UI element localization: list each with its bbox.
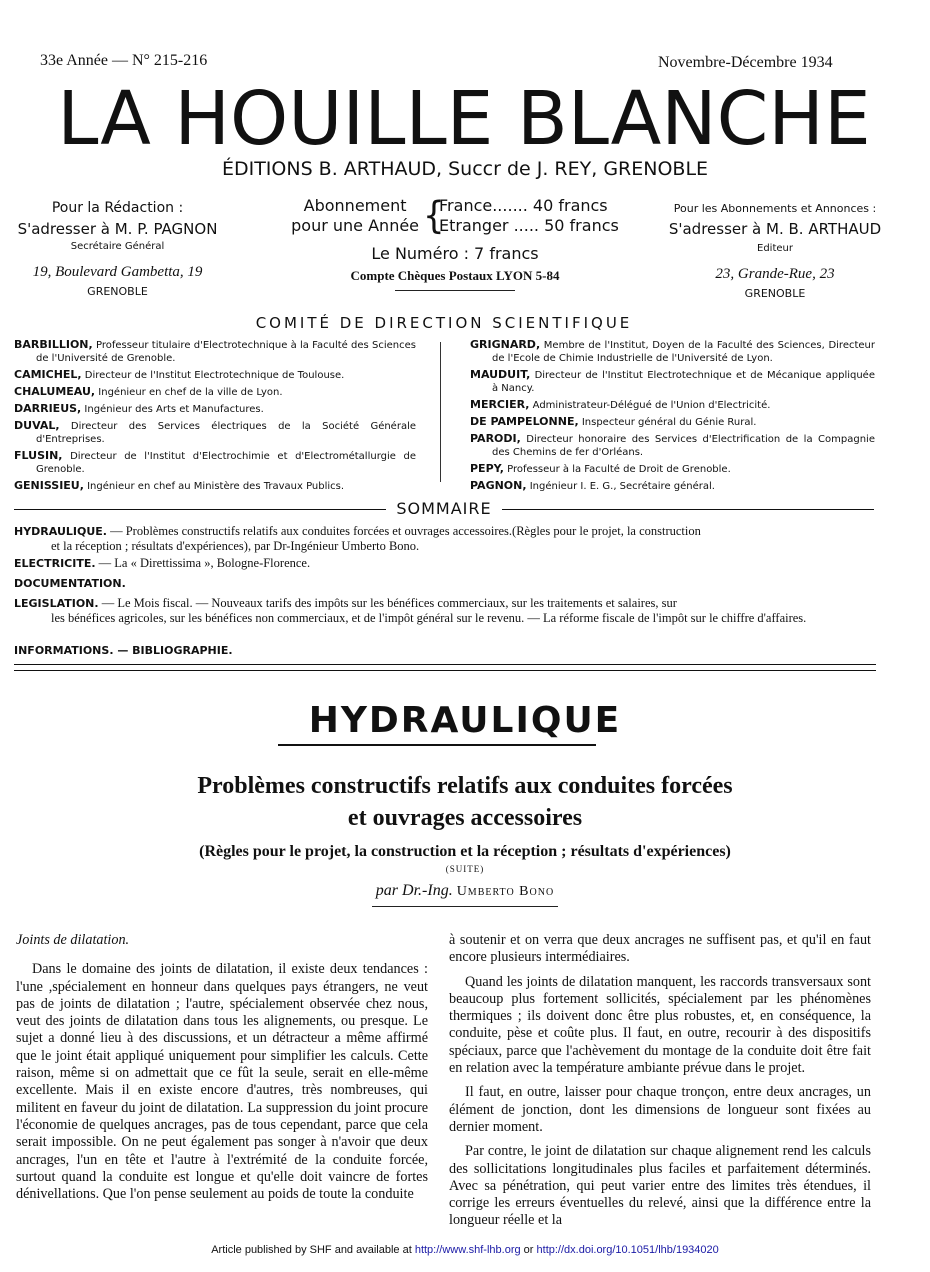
footer-link-shf[interactable]: http://www.shf-lhb.org — [414, 1244, 521, 1256]
sommaire-item: ELECTRICITE. — La « Direttissima », Bologne-Florence. — [14, 556, 311, 570]
annonces-block — [650, 200, 900, 302]
committee-member: MERCIER, Administrateur-Délégué de l'Union d'Electricité. — [470, 398, 771, 411]
committee-member: GENISSIEU, Ingénieur en chef au Ministère des Travaux Publics. — [14, 479, 345, 492]
annonces-label: Pour les Abonnements et Annonces : — [673, 202, 877, 215]
price-etranger: Etranger ..... 50 francs — [439, 216, 619, 235]
redaction-address: 19, Boulevard Gambetta, 19 — [32, 264, 203, 280]
sommaire-item: DOCUMENTATION. — [14, 577, 126, 590]
price-per-issue: Le Numéro : 7 francs — [371, 244, 539, 263]
committee-member: PAGNON, Ingénieur I. E. G., Secrétaire général. — [470, 479, 715, 492]
committee-member: CHALUMEAU, Ingénieur en chef de la ville de Lyon. — [14, 385, 283, 398]
sommaire-item: HYDRAULIQUE. — Problèmes constructifs relatifs aux conduites forcées et ouvrages accessoires.(Règles pour le projet, la construction et la réception ; résultats d'expériences), par Dr-Ingénieur Umberto Bono. — [14, 524, 701, 553]
brace-symbol: { — [423, 194, 445, 238]
byline: par Dr.-Ing. Umberto Bono — [375, 882, 555, 899]
committee-member: GRIGNARD, Membre de l'Institut, Doyen de la Faculté des Sciences, Directeur de l'Ecole de Chimie Industrielle de l'Université de Lyon. — [470, 338, 875, 364]
issue-number: 33e Année — N° 215-216 — [40, 52, 208, 69]
byline-rule — [372, 906, 558, 907]
footer-link-doi[interactable]: http://dx.doi.org/10.1051/lhb/1934020 — [536, 1244, 719, 1256]
redaction-city: GRENOBLE — [87, 285, 148, 298]
subscription-label-2: pour une Année — [291, 216, 420, 235]
annonces-address: 23, Grande-Rue, 23 — [715, 266, 835, 282]
divider — [395, 290, 515, 291]
annonces-contact: S'adresser à M. B. ARTHAUD — [668, 220, 882, 238]
committee-member: DARRIEUS, Ingénieur des Arts et Manufactures. — [14, 402, 264, 415]
redaction-label: Pour la Rédaction : — [51, 200, 184, 216]
committee-member: DE PAMPELONNE, Inspecteur général du Génie Rural. — [470, 415, 757, 428]
redaction-block — [0, 198, 235, 300]
publisher-line: ÉDITIONS B. ARTHAUD, Succr de J. REY, GRENOBLE — [221, 158, 709, 180]
annonces-city: GRENOBLE — [744, 287, 806, 300]
sommaire-item: LEGISLATION. — Le Mois fiscal. — Nouveaux tarifs des impôts sur les bénéfices commerciaux, sur les traitements et salaires, sur les bénéfices agricoles, sur les bénéfices non commerciaux, et de l'impôt général sur le revenu. — La réforme fiscale de l'impôt sur le chiffre d'affaires. — [14, 596, 807, 625]
sommaire-rule-left — [14, 509, 386, 510]
journal-title: LA HOUILLE BLANCHE — [57, 76, 871, 162]
committee-left-column — [14, 338, 416, 496]
column-divider — [440, 342, 441, 482]
separator-rule — [14, 670, 876, 671]
committee-member: DUVAL, Directeur des Services électriques de la Société Générale d'Entreprises. — [14, 419, 417, 445]
section-title: HYDRAULIQUE — [308, 700, 622, 741]
price-france: France....... 40 francs — [439, 196, 608, 215]
postal-account: Compte Chèques Postaux LYON 5-84 — [350, 268, 560, 283]
sommaire-title: SOMMAIRE — [396, 499, 492, 518]
paragraph: Il faut, en outre, laisser pour chaque tronçon, entre deux ancrages, un élément de jonction, dont les dimensions de longueur sont fixées au dernier moment. — [449, 1084, 871, 1135]
article-title: Problèmes constructifs relatifs aux conduites forcées et ouvrages accessoires — [197, 773, 733, 831]
sommaire-rule-right — [502, 509, 874, 510]
article-subtitle: (Règles pour le projet, la construction et la réception ; résultats d'expériences) — [199, 843, 731, 860]
paragraph: Par contre, le joint de dilatation sur chaque alignement rend les calculs des sollicitations longitudinales plus faciles et parfaitement déterminés. Avec sa pénétration, qui peut varier entre des limites très étendues, il corrige les erreurs éventuelles du relevé, ainsi que la différence entre la longueur réelle et la — [449, 1143, 871, 1229]
body-column-left — [16, 932, 428, 1210]
committee-right-column — [470, 338, 875, 496]
committee-member: PEPY, Professeur à la Faculté de Droit de Grenoble. — [470, 462, 731, 475]
section-underline — [278, 744, 596, 746]
subheading: Joints de dilatation. — [16, 932, 130, 948]
committee-member: CAMICHEL, Directeur de l'Institut Electrotechnique de Toulouse. — [14, 368, 345, 381]
committee-member: FLUSIN, Directeur de l'Institut d'Electrochimie et d'Electrométallurgie de Grenoble. — [14, 449, 416, 475]
committee-member: PARODI, Directeur honoraire des Services d'Electrification de la Compagnie des Chemins de fer d'Orléans. — [470, 432, 875, 458]
separator-rule — [14, 664, 876, 665]
subscription-block — [255, 196, 655, 291]
paragraph: Quand les joints de dilatation manquent, les raccords transversaux sont beaucoup plus fortement sollicités, spécialement par les phénomènes thermiques ; ils doivent donc être plus robustes, et, en conséquence, la conduite, pèse et coûte plus. Il faut, en outre, recourir à des dispositifs spéciaux, parce que l'achèvement du montage de la conduite doit être fait en relation avec la température ambiante prévue dans le projet. — [449, 973, 871, 1077]
subscription-label-1: Abonnement — [303, 196, 407, 215]
article-suite: (SUITE) — [445, 864, 485, 874]
redaction-role: Secrétaire Général — [70, 241, 165, 252]
committee-member: BARBILLION, Professeur titulaire d'Electrotechnique à la Faculté des Sciences de l'Université de Grenoble. — [14, 338, 416, 364]
paragraph: Dans le domaine des joints de dilatation, il existe deux tendances : l'une ,spécialement en honneur dans quelques pays étrangers, ne veut pas de joints de dilatation ; l'autre, spécialement observée chez nous, veut des joints de dilatation dans tous les alignements, ou presque. Le sujet a donné lieu à des discussions, et un détracteur a même affirmé que le joint était appliqué uniquement pour simplifier les calculs. Cette raison, même si on admettait que ce fût la seule, serait en elle-même excellente. Mais il en existe encore d'autres, très nombreuses, qui militent en faveur du joint de dilatation. La suppression du joint procure l'économie de quelques ancrages, pas de tous cependant, parce que cela serait impossible. On ne peut également pas songer à n'avoir que deux ancrages, l'un en tête et l'autre à l'extrémité de la conduite forcée, surtout quand la conduite est longue et qu'elle doit vaincre de fortes dénivellations. Que l'on pense seulement au poids de toute la conduite — [16, 961, 428, 1203]
annonces-role: Editeur — [757, 243, 793, 254]
paragraph: à soutenir et on verra que deux ancrages ne suffisent pas, et qu'il en faut encore plusieurs intermédiaires. — [449, 932, 871, 966]
footer-credit: Article published by SHF and available at http://www.shf-lhb.org or http://dx.doi.org/10.1051/lhb/1934020 — [211, 1244, 719, 1256]
sommaire-item: INFORMATIONS. — BIBLIOGRAPHIE. — [14, 644, 233, 657]
redaction-contact: S'adresser à M. P. PAGNON — [17, 220, 218, 238]
committee-member: MAUDUIT, Directeur de l'Institut Electrotechnique et de Mécanique appliquée à Nancy. — [470, 368, 875, 394]
issue-date: Novembre-Décembre 1934 — [658, 54, 833, 71]
body-column-right — [449, 932, 871, 1237]
committee-title: COMITÉ DE DIRECTION SCIENTIFIQUE — [255, 314, 633, 332]
